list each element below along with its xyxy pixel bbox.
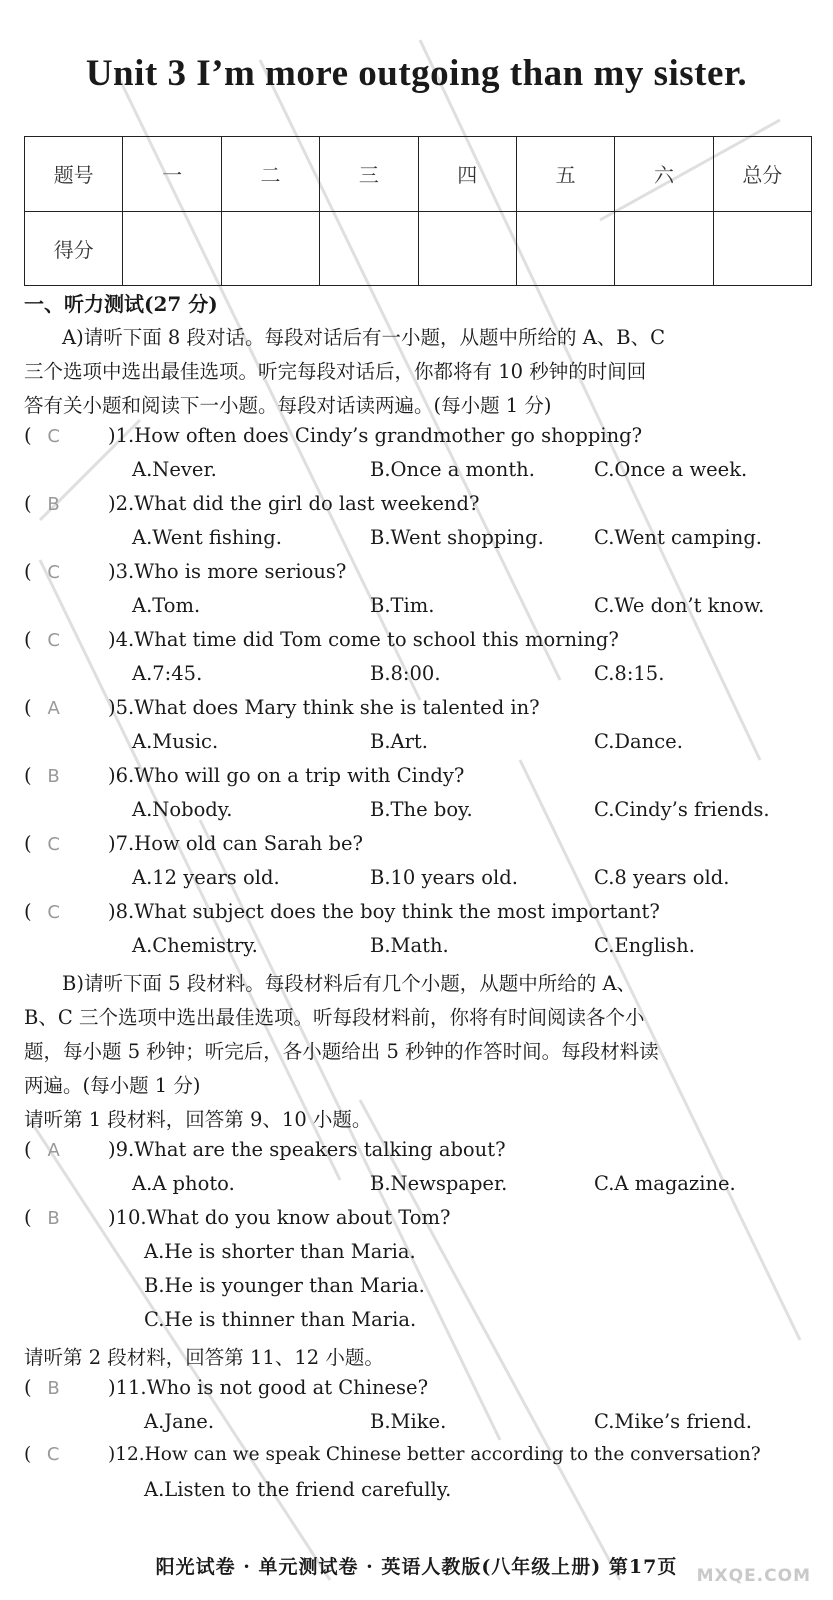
score-cell: 总分 (713, 137, 811, 212)
instruction-line: 题，每小题 5 秒钟；听完后，各小题给出 5 秒钟的作答时间。每段材料读 (24, 1040, 659, 1063)
score-cell: 四 (418, 137, 516, 212)
material-heading: 请听第 1 段材料，回答第 9、10 小题。 (24, 1108, 372, 1131)
answer-mark: C (47, 834, 60, 855)
score-input-cell[interactable] (516, 211, 614, 286)
score-input-cell[interactable] (221, 211, 319, 286)
option-b: B.Tim. (370, 594, 435, 617)
question-stem: )10.What do you know about Tom? (108, 1206, 451, 1229)
answer-mark: A (47, 698, 60, 719)
score-input-cell[interactable] (123, 211, 221, 286)
score-table-score-row (25, 211, 812, 286)
answer-mark: A (47, 1140, 60, 1161)
question-stem: )1.How often does Cindy’s grandmother go shopping? (108, 424, 643, 447)
option-c: C.Cindy’s friends. (594, 798, 770, 821)
option-c: C.Dance. (594, 730, 683, 753)
option-a: A.Chemistry. (132, 934, 258, 957)
question-2: ( B )2.What did the girl do last weekend? (24, 492, 480, 515)
question-11: ( B )11.Who is not good at Chinese? (24, 1376, 429, 1399)
option-b: B.8:00. (370, 662, 441, 685)
score-input-cell[interactable] (418, 211, 516, 286)
score-input-cell[interactable] (615, 211, 713, 286)
question-stem: )8.What subject does the boy think the most important? (108, 900, 660, 923)
answer-mark: B (47, 766, 60, 787)
instruction-line: B、C 三个选项中选出最佳选项。听每段材料前，你将有时间阅读各个小 (24, 1006, 645, 1029)
option-a: A.Music. (132, 730, 219, 753)
question-1: ( C )1.How often does Cindy’s grandmother go shopping? (24, 424, 643, 447)
answer-mark: C (47, 426, 60, 447)
option-b: B.Newspaper. (370, 1172, 508, 1195)
question-stem: )3.Who is more serious? (108, 560, 347, 583)
score-cell: 六 (615, 137, 713, 212)
option-a: A.Nobody. (132, 798, 233, 821)
option-c: C.He is thinner than Maria. (144, 1308, 417, 1331)
instruction-line: B)请听下面 5 段材料。每段材料后有几个小题，从题中所给的 A、 (62, 972, 637, 995)
option-b: B.Went shopping. (370, 526, 544, 549)
question-stem: )11.Who is not good at Chinese? (108, 1376, 429, 1399)
option-a: A.12 years old. (132, 866, 280, 889)
option-c: C.8:15. (594, 662, 665, 685)
score-table (24, 136, 812, 286)
score-cell: 二 (221, 137, 319, 212)
option-a: A.Never. (132, 458, 217, 481)
option-c: C.English. (594, 934, 695, 957)
instruction-line: 三个选项中选出最佳选项。听完每段对话后，你都将有 10 秒钟的时间回 (24, 360, 647, 383)
question-stem: )5.What does Mary think she is talented in? (108, 696, 540, 719)
question-stem: )12.How can we speak Chinese better according to the conversation? (108, 1444, 761, 1465)
score-input-cell[interactable] (320, 211, 418, 286)
option-a: A.Jane. (144, 1410, 215, 1433)
page-footer: 阳光试卷 · 单元测试卷 · 英语人教版(八年级上册) 第17页 (155, 1556, 678, 1578)
option-b: B.The boy. (370, 798, 473, 821)
material-heading: 请听第 2 段材料，回答第 11、12 小题。 (24, 1346, 384, 1369)
option-b: B.10 years old. (370, 866, 518, 889)
instruction-line: 两遍。(每小题 1 分) (24, 1074, 201, 1097)
answer-mark: B (47, 1378, 60, 1399)
question-10: ( B )10.What do you know about Tom? (24, 1206, 451, 1229)
option-c: C.Went camping. (594, 526, 763, 549)
question-stem: )2.What did the girl do last weekend? (108, 492, 480, 515)
option-b: B.Once a month. (370, 458, 535, 481)
question-stem: )4.What time did Tom come to school this morning? (108, 628, 619, 651)
answer-mark: C (47, 562, 60, 583)
question-3: ( C )3.Who is more serious? (24, 560, 347, 583)
question-6: ( B )6.Who will go on a trip with Cindy? (24, 764, 465, 787)
question-12: ( C )12.How can we speak Chinese better according to the conversation? (24, 1444, 761, 1465)
score-table-header-row (25, 137, 812, 212)
option-c: C.8 years old. (594, 866, 730, 889)
instruction-line: A)请听下面 8 段对话。每段对话后有一小题，从题中所给的 A、B、C (62, 326, 666, 349)
question-7: ( C )7.How old can Sarah be? (24, 832, 363, 855)
option-a: A.7:45. (132, 662, 203, 685)
option-a: A.Tom. (132, 594, 201, 617)
option-c: C.Once a week. (594, 458, 748, 481)
score-cell: 题号 (25, 137, 123, 212)
option-c: C.Mike’s friend. (594, 1410, 752, 1433)
question-5: ( A )5.What does Mary think she is talented in? (24, 696, 540, 719)
page-title: Unit 3 I’m more outgoing than my sister. (85, 53, 748, 94)
option-a: A.Listen to the friend carefully. (144, 1478, 452, 1501)
option-b: B.Art. (370, 730, 428, 753)
question-8: ( C )8.What subject does the boy think the most important? (24, 900, 660, 923)
score-cell: 五 (516, 137, 614, 212)
option-a: A.He is shorter than Maria. (144, 1240, 416, 1263)
score-input-cell[interactable] (713, 211, 811, 286)
option-a: A.A photo. (132, 1172, 235, 1195)
answer-mark: C (47, 630, 60, 651)
score-cell: 一 (123, 137, 221, 212)
answer-mark: C (47, 902, 60, 923)
instruction-line: 答有关小题和阅读下一小题。每段对话读两遍。(每小题 1 分) (24, 394, 552, 417)
answer-mark: B (47, 494, 60, 515)
answer-mark: C (46, 1444, 60, 1465)
question-9: ( A )9.What are the speakers talking about? (24, 1138, 506, 1161)
question-stem: )7.How old can Sarah be? (108, 832, 363, 855)
option-b: B.Mike. (370, 1410, 447, 1433)
watermark-logo: MXQE.COM (696, 1566, 811, 1586)
option-c: C.We don’t know. (594, 594, 765, 617)
score-row-label: 得分 (25, 211, 123, 286)
option-c: C.A magazine. (594, 1172, 736, 1195)
question-stem: )6.Who will go on a trip with Cindy? (108, 764, 465, 787)
score-cell: 三 (320, 137, 418, 212)
option-b: B.He is younger than Maria. (144, 1274, 425, 1297)
question-4: ( C )4.What time did Tom come to school this morning? (24, 628, 619, 651)
option-b: B.Math. (370, 934, 449, 957)
question-stem: )9.What are the speakers talking about? (108, 1138, 506, 1161)
answer-mark: B (47, 1208, 60, 1229)
option-a: A.Went fishing. (132, 526, 282, 549)
section-heading: 一、听力测试(27 分) (24, 292, 218, 316)
